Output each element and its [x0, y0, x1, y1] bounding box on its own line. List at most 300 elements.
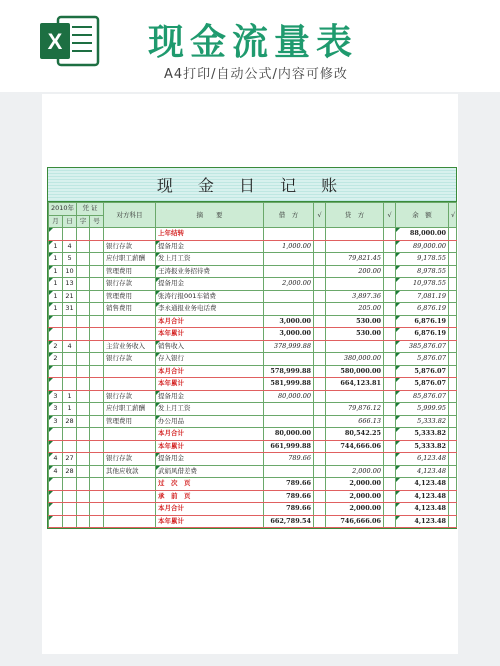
account-cell: 银行存款 — [104, 390, 156, 403]
hao-cell — [90, 415, 104, 428]
balance-check-cell — [449, 490, 457, 503]
day-cell — [63, 315, 77, 328]
day-cell: 4 — [63, 240, 77, 253]
balance-cell: 4,123.48 — [396, 503, 449, 516]
table-row — [49, 415, 457, 428]
summary-cell: 本月合计 — [156, 315, 264, 328]
table-row — [49, 228, 457, 241]
balance-check-cell — [449, 515, 457, 528]
day-cell: 1 — [63, 403, 77, 416]
account-cell: 管理费用 — [104, 265, 156, 278]
account-cell: 银行存款 — [104, 453, 156, 466]
day-cell — [63, 490, 77, 503]
summary-cell: 武娟风借差费 — [156, 465, 264, 478]
balance-cell: 6,123.48 — [396, 453, 449, 466]
hao-cell — [90, 465, 104, 478]
debit-check-cell — [314, 490, 326, 503]
zi-cell — [77, 315, 90, 328]
credit-check-cell — [384, 428, 396, 441]
debit-check-cell — [314, 328, 326, 341]
table-row — [49, 515, 457, 528]
day-cell — [63, 328, 77, 341]
table-row — [49, 490, 457, 503]
balance-cell: 5,999.95 — [396, 403, 449, 416]
balance-cell: 4,123.48 — [396, 490, 449, 503]
day-cell: 27 — [63, 453, 77, 466]
hao-cell — [90, 340, 104, 353]
table-row — [49, 240, 457, 253]
balance-check-cell — [449, 403, 457, 416]
month-cell — [49, 428, 63, 441]
day-cell: 10 — [63, 265, 77, 278]
svg-text:X: X — [47, 29, 63, 54]
voucher-header: 凭 证 — [77, 203, 104, 216]
hao-cell — [90, 390, 104, 403]
account-cell: 银行存款 — [104, 278, 156, 291]
debit-cell: 80,000.00 — [264, 390, 314, 403]
balance-check-cell — [449, 428, 457, 441]
balance-check-cell — [449, 415, 457, 428]
month-cell — [49, 365, 63, 378]
credit-check-cell — [384, 328, 396, 341]
credit-cell: 380,000.00 — [326, 353, 384, 366]
day-cell: 13 — [63, 278, 77, 291]
credit-cell: 666.13 — [326, 415, 384, 428]
journal-title-bar — [48, 168, 456, 202]
debit-cell: 3,000.00 — [264, 328, 314, 341]
credit-check-cell — [384, 390, 396, 403]
balance-cell: 6,876.19 — [396, 328, 449, 341]
month-cell: 4 — [49, 453, 63, 466]
table-row — [49, 365, 457, 378]
table-row — [49, 265, 457, 278]
account-cell: 销售费用 — [104, 303, 156, 316]
credit-cell: 200.00 — [326, 265, 384, 278]
balance-check-cell — [449, 390, 457, 403]
hao-cell — [90, 515, 104, 528]
balance-cell: 8,978.55 — [396, 265, 449, 278]
debit-cell: 662,789.54 — [264, 515, 314, 528]
table-row — [49, 428, 457, 441]
account-cell — [104, 440, 156, 453]
hao-cell — [90, 365, 104, 378]
summary-cell: 提备用金 — [156, 453, 264, 466]
summary-cell: 提备用金 — [156, 390, 264, 403]
summary-header: 摘 要 — [156, 203, 264, 228]
hao-header: 号 — [90, 215, 104, 228]
credit-cell: 2,000.00 — [326, 503, 384, 516]
debit-cell: 3,000.00 — [264, 315, 314, 328]
debit-cell: 2,000.00 — [264, 278, 314, 291]
hao-cell — [90, 440, 104, 453]
balance-check-cell — [449, 278, 457, 291]
debit-check-cell — [314, 390, 326, 403]
month-cell: 1 — [49, 303, 63, 316]
day-cell: 4 — [63, 340, 77, 353]
journal-table — [48, 202, 457, 528]
debit-check-cell — [314, 265, 326, 278]
balance-cell: 4,123.48 — [396, 465, 449, 478]
debit-cell: 80,000.00 — [264, 428, 314, 441]
month-cell: 1 — [49, 265, 63, 278]
debit-check-cell — [314, 478, 326, 491]
debit-cell: 661,999.88 — [264, 440, 314, 453]
zi-cell — [77, 365, 90, 378]
debit-cell: 789.66 — [264, 503, 314, 516]
debit-cell — [264, 303, 314, 316]
day-cell: 31 — [63, 303, 77, 316]
balance-cell: 385,876.07 — [396, 340, 449, 353]
balance-cell: 5,333.82 — [396, 415, 449, 428]
balance-check-cell — [449, 265, 457, 278]
debit-cell: 1,000.00 — [264, 240, 314, 253]
table-row — [49, 253, 457, 266]
hao-cell — [90, 328, 104, 341]
credit-check-cell — [384, 278, 396, 291]
zi-cell — [77, 378, 90, 391]
zi-cell — [77, 390, 90, 403]
balance-header: 余 额 — [396, 203, 449, 228]
balance-check-cell — [449, 240, 457, 253]
zi-cell — [77, 303, 90, 316]
credit-check-cell — [384, 378, 396, 391]
day-cell: 21 — [63, 290, 77, 303]
summary-cell: 提备用金 — [156, 278, 264, 291]
debit-cell: 789.66 — [264, 490, 314, 503]
balance-check-cell — [449, 378, 457, 391]
month-cell: 1 — [49, 278, 63, 291]
debit-check-cell — [314, 503, 326, 516]
debit-check-cell — [314, 278, 326, 291]
account-cell — [104, 228, 156, 241]
summary-cell: 本月合计 — [156, 503, 264, 516]
account-cell: 银行存款 — [104, 353, 156, 366]
credit-cell: 746,666.06 — [326, 515, 384, 528]
hao-cell — [90, 353, 104, 366]
table-row — [49, 290, 457, 303]
account-cell: 应付职工薪酬 — [104, 253, 156, 266]
debit-cell — [264, 253, 314, 266]
table-row — [49, 315, 457, 328]
credit-cell: 79,876.12 — [326, 403, 384, 416]
hao-cell — [90, 315, 104, 328]
table-row — [49, 378, 457, 391]
credit-cell: 2,000.00 — [326, 478, 384, 491]
balance-cell: 4,123.48 — [396, 515, 449, 528]
zi-cell — [77, 440, 90, 453]
account-cell — [104, 315, 156, 328]
hao-cell — [90, 428, 104, 441]
credit-cell: 205.00 — [326, 303, 384, 316]
debit-cell — [264, 403, 314, 416]
balance-cell: 7,081.19 — [396, 290, 449, 303]
balance-check-cell — [449, 503, 457, 516]
debit-check-cell — [314, 403, 326, 416]
day-cell — [63, 440, 77, 453]
balance-check-cell — [449, 478, 457, 491]
debit-cell — [264, 415, 314, 428]
credit-check-cell — [384, 403, 396, 416]
credit-check-cell — [384, 253, 396, 266]
zi-cell — [77, 290, 90, 303]
debit-check-cell — [314, 353, 326, 366]
credit-cell — [326, 278, 384, 291]
table-row — [49, 478, 457, 491]
account-cell: 管理费用 — [104, 415, 156, 428]
month-cell: 2 — [49, 353, 63, 366]
debit-check-cell — [314, 340, 326, 353]
day-header: 日 — [63, 215, 77, 228]
day-cell: 1 — [63, 390, 77, 403]
balance-check-cell — [449, 290, 457, 303]
account-cell — [104, 503, 156, 516]
credit-cell — [326, 240, 384, 253]
credit-check-cell — [384, 290, 396, 303]
zi-cell — [77, 253, 90, 266]
credit-cell — [326, 453, 384, 466]
debit-cell: 581,999.88 — [264, 378, 314, 391]
balance-cell: 6,876.19 — [396, 303, 449, 316]
zi-cell — [77, 490, 90, 503]
balance-cell: 10,978.55 — [396, 278, 449, 291]
account-cell: 管理费用 — [104, 290, 156, 303]
table-row — [49, 353, 457, 366]
summary-cell: 李永通报业务电话费 — [156, 303, 264, 316]
summary-cell: 办公用品 — [156, 415, 264, 428]
credit-check-cell — [384, 515, 396, 528]
debit-check-cell — [314, 440, 326, 453]
balance-cell: 89,000.00 — [396, 240, 449, 253]
zi-header: 字 — [77, 215, 90, 228]
credit-cell — [326, 340, 384, 353]
month-cell: 3 — [49, 403, 63, 416]
balance-cell: 5,876.07 — [396, 378, 449, 391]
day-cell — [63, 478, 77, 491]
summary-cell: 本年累计 — [156, 515, 264, 528]
credit-check-cell — [384, 440, 396, 453]
day-cell: 28 — [63, 465, 77, 478]
month-cell — [49, 503, 63, 516]
day-cell: 28 — [63, 415, 77, 428]
credit-check-cell — [384, 228, 396, 241]
hao-cell — [90, 240, 104, 253]
page-header — [0, 0, 500, 92]
account-cell: 主营业务收入 — [104, 340, 156, 353]
table-row — [49, 303, 457, 316]
summary-cell: 提备用金 — [156, 240, 264, 253]
debit-cell — [264, 353, 314, 366]
day-cell — [63, 378, 77, 391]
table-row — [49, 503, 457, 516]
debit-check-header: √ — [314, 203, 326, 228]
credit-cell: 530.00 — [326, 315, 384, 328]
hao-cell — [90, 490, 104, 503]
month-header: 月 — [49, 215, 63, 228]
zi-cell — [77, 353, 90, 366]
balance-cell: 88,000.00 — [396, 228, 449, 241]
credit-cell: 79,821.45 — [326, 253, 384, 266]
hao-cell — [90, 503, 104, 516]
debit-check-cell — [314, 228, 326, 241]
summary-cell: 上年结转 — [156, 228, 264, 241]
account-header: 对方科目 — [104, 203, 156, 228]
balance-check-cell — [449, 253, 457, 266]
account-cell — [104, 378, 156, 391]
zi-cell — [77, 415, 90, 428]
credit-check-cell — [384, 240, 396, 253]
debit-check-cell — [314, 515, 326, 528]
summary-cell: 本年累计 — [156, 378, 264, 391]
day-cell — [63, 353, 77, 366]
summary-cell: 存入银行 — [156, 353, 264, 366]
month-cell: 2 — [49, 340, 63, 353]
month-cell — [49, 515, 63, 528]
balance-check-cell — [449, 353, 457, 366]
debit-check-cell — [314, 315, 326, 328]
credit-cell: 530.00 — [326, 328, 384, 341]
month-cell — [49, 490, 63, 503]
balance-cell: 4,123.48 — [396, 478, 449, 491]
credit-check-cell — [384, 365, 396, 378]
summary-cell: 本月合计 — [156, 428, 264, 441]
debit-check-cell — [314, 465, 326, 478]
balance-check-header: √ — [449, 203, 457, 228]
table-row — [49, 440, 457, 453]
credit-cell: 744,666.06 — [326, 440, 384, 453]
day-cell — [63, 503, 77, 516]
balance-check-cell — [449, 303, 457, 316]
credit-check-cell — [384, 303, 396, 316]
credit-cell — [326, 228, 384, 241]
zi-cell — [77, 265, 90, 278]
table-row — [49, 465, 457, 478]
zi-cell — [77, 503, 90, 516]
hao-cell — [90, 453, 104, 466]
zi-cell — [77, 328, 90, 341]
zi-cell — [77, 240, 90, 253]
credit-cell: 3,897.36 — [326, 290, 384, 303]
excel-icon — [38, 13, 100, 69]
month-cell: 3 — [49, 415, 63, 428]
debit-header: 借 方 — [264, 203, 314, 228]
credit-check-cell — [384, 353, 396, 366]
balance-cell: 5,876.07 — [396, 353, 449, 366]
debit-cell — [264, 465, 314, 478]
account-cell — [104, 428, 156, 441]
hao-cell — [90, 265, 104, 278]
balance-check-cell — [449, 228, 457, 241]
credit-cell: 2,000.00 — [326, 465, 384, 478]
hao-cell — [90, 228, 104, 241]
account-cell — [104, 478, 156, 491]
credit-check-cell — [384, 503, 396, 516]
summary-cell: 发上月工资 — [156, 253, 264, 266]
debit-check-cell — [314, 365, 326, 378]
table-row — [49, 390, 457, 403]
zi-cell — [77, 478, 90, 491]
day-cell: 5 — [63, 253, 77, 266]
account-cell — [104, 365, 156, 378]
month-cell — [49, 378, 63, 391]
debit-cell: 789.66 — [264, 453, 314, 466]
summary-cell: 本月合计 — [156, 365, 264, 378]
zi-cell — [77, 515, 90, 528]
debit-check-cell — [314, 290, 326, 303]
table-row — [49, 340, 457, 353]
month-cell: 1 — [49, 253, 63, 266]
credit-header: 贷 方 — [326, 203, 384, 228]
cash-journal — [47, 167, 457, 529]
credit-cell: 580,000.00 — [326, 365, 384, 378]
debit-cell: 578,999.88 — [264, 365, 314, 378]
table-row — [49, 278, 457, 291]
account-cell — [104, 490, 156, 503]
credit-check-cell — [384, 465, 396, 478]
account-cell — [104, 515, 156, 528]
credit-cell: 2,000.00 — [326, 490, 384, 503]
balance-check-cell — [449, 440, 457, 453]
summary-cell: 本年累计 — [156, 328, 264, 341]
credit-check-header: √ — [384, 203, 396, 228]
table-row — [49, 453, 457, 466]
balance-cell: 6,876.19 — [396, 315, 449, 328]
month-cell: 1 — [49, 240, 63, 253]
hao-cell — [90, 403, 104, 416]
page-title: 现金流量表 — [148, 22, 359, 63]
hao-cell — [90, 290, 104, 303]
month-cell — [49, 228, 63, 241]
debit-check-cell — [314, 240, 326, 253]
balance-cell: 5,333.82 — [396, 428, 449, 441]
year-header: 2010年 — [49, 203, 77, 216]
summary-cell: 销售收入 — [156, 340, 264, 353]
month-cell — [49, 328, 63, 341]
debit-check-cell — [314, 303, 326, 316]
credit-cell — [326, 390, 384, 403]
summary-cell: 承 前 页 — [156, 490, 264, 503]
debit-check-cell — [314, 415, 326, 428]
balance-check-cell — [449, 453, 457, 466]
zi-cell — [77, 403, 90, 416]
zi-cell — [77, 465, 90, 478]
table-row — [49, 403, 457, 416]
zi-cell — [77, 278, 90, 291]
account-cell: 应付职工薪酬 — [104, 403, 156, 416]
hao-cell — [90, 478, 104, 491]
debit-check-cell — [314, 253, 326, 266]
hao-cell — [90, 378, 104, 391]
credit-check-cell — [384, 453, 396, 466]
account-cell: 其他应收款 — [104, 465, 156, 478]
debit-check-cell — [314, 453, 326, 466]
day-cell — [63, 428, 77, 441]
summary-cell: 发上月工资 — [156, 403, 264, 416]
debit-cell — [264, 290, 314, 303]
hao-cell — [90, 278, 104, 291]
month-cell — [49, 315, 63, 328]
hao-cell — [90, 253, 104, 266]
debit-cell — [264, 265, 314, 278]
zi-cell — [77, 428, 90, 441]
month-cell: 1 — [49, 290, 63, 303]
summary-cell: 本年累计 — [156, 440, 264, 453]
table-header-row — [49, 203, 457, 216]
balance-cell: 85,876.07 — [396, 390, 449, 403]
day-cell — [63, 228, 77, 241]
hao-cell — [90, 303, 104, 316]
day-cell — [63, 365, 77, 378]
credit-check-cell — [384, 315, 396, 328]
